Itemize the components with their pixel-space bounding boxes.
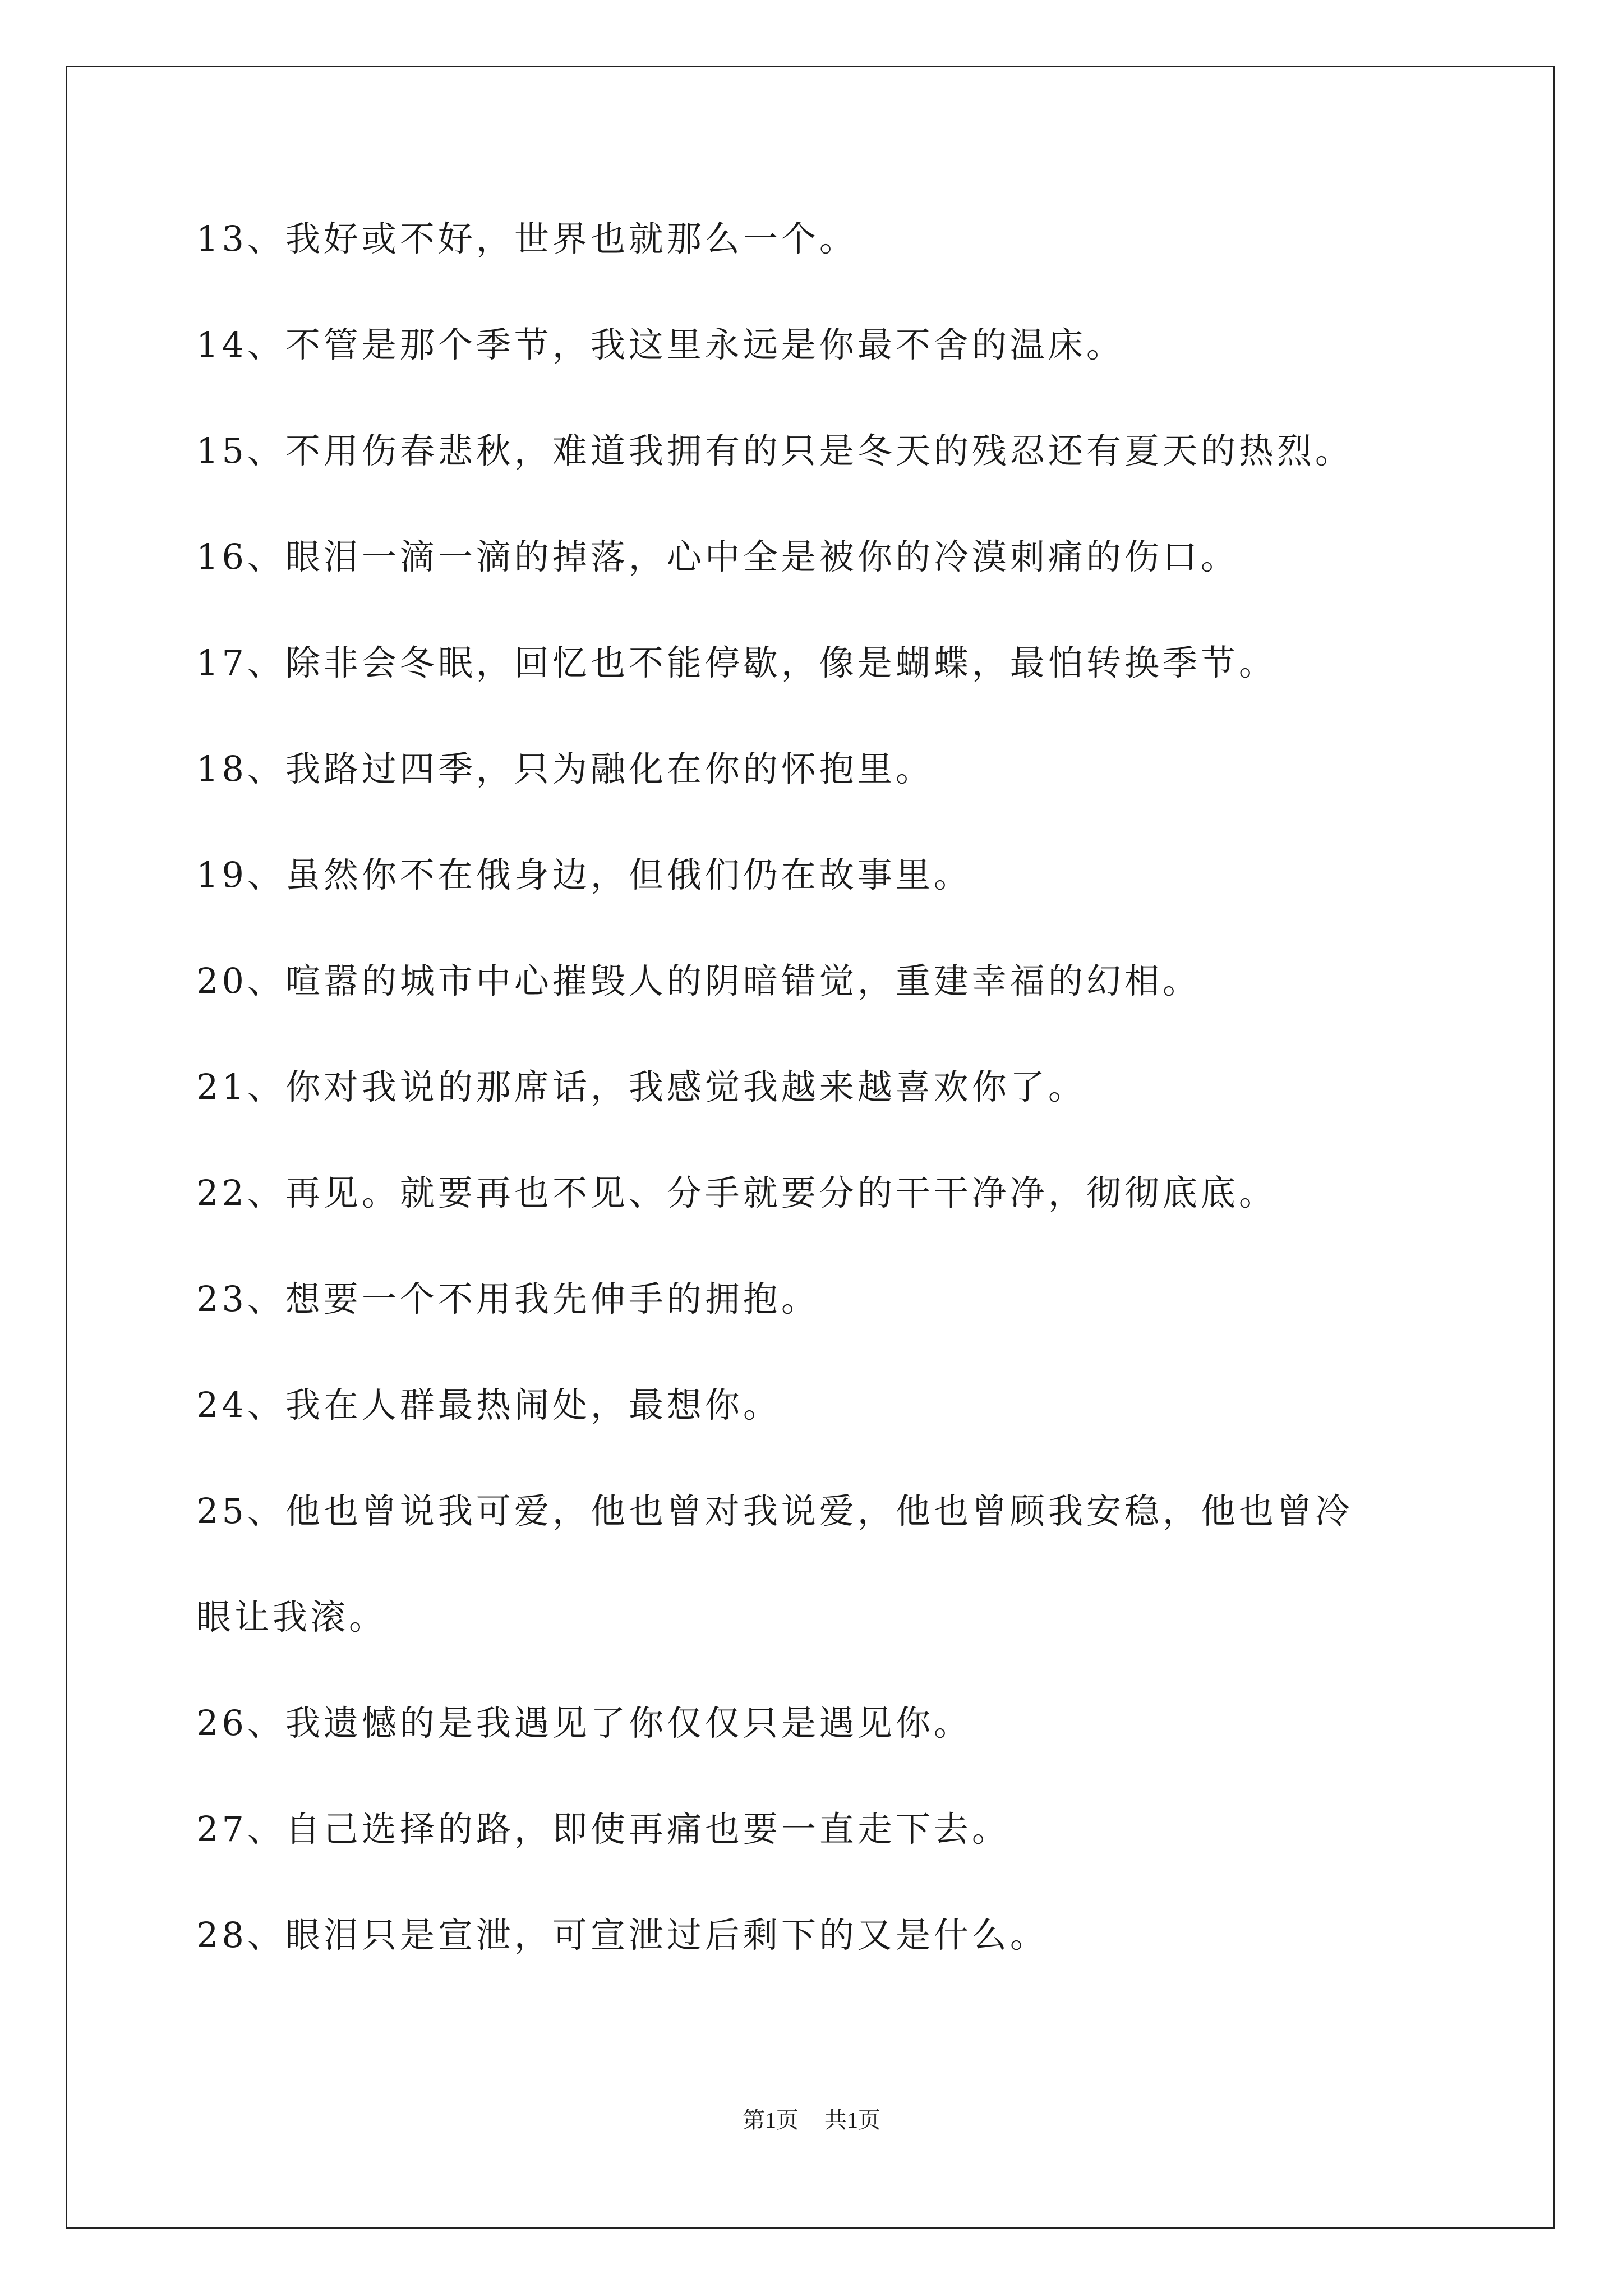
text-line: 19、虽然你不在俄身边，但俄们仍在故事里。 bbox=[196, 854, 972, 895]
page-number: 第1页 bbox=[743, 2108, 799, 2133]
text-line: 25、他也曾说我可爱，他也曾对我说爱，他也曾顾我安稳，他也曾冷 bbox=[196, 1490, 1353, 1531]
text-line: 17、除非会冬眠，回忆也不能停歇，像是蝴蝶，最怕转换季节。 bbox=[196, 642, 1277, 683]
page-total: 共1页 bbox=[824, 2108, 880, 2133]
page-footer bbox=[0, 2108, 1623, 2133]
text-line: 27、自己选择的路，即使再痛也要一直走下去。 bbox=[196, 1809, 1010, 1849]
text-line: 23、想要一个不用我先伸手的拥抱。 bbox=[196, 1278, 819, 1319]
document-body bbox=[196, 218, 1453, 2024]
text-line: 13、我好或不好，世界也就那么一个。 bbox=[196, 218, 857, 259]
text-line: 16、眼泪一滴一滴的掉落，心中全是被你的冷漠刺痛的伤口。 bbox=[196, 536, 1239, 577]
text-line: 28、眼泪只是宣泄，可宣泄过后剩下的又是什么。 bbox=[196, 1915, 1048, 1955]
text-line: 15、不用伤春悲秋，难道我拥有的只是冬天的残忍还有夏天的热烈。 bbox=[196, 430, 1353, 471]
text-line-continuation: 眼让我滚。 bbox=[196, 1596, 388, 1637]
text-line: 14、不管是那个季节，我这里永远是你最不舍的温床。 bbox=[196, 324, 1124, 365]
text-line: 26、我遗憾的是我遇见了你仅仅只是遇见你。 bbox=[196, 1703, 972, 1743]
text-line: 20、喧嚣的城市中心摧毁人的阴暗错觉，重建幸福的幻相。 bbox=[196, 960, 1201, 1001]
text-line: 18、我路过四季，只为融化在你的怀抱里。 bbox=[196, 748, 934, 789]
text-line: 22、再见。就要再也不见、分手就要分的干干净净，彻彻底底。 bbox=[196, 1172, 1277, 1213]
text-line: 24、我在人群最热闹处，最想你。 bbox=[196, 1384, 781, 1425]
text-line: 21、你对我说的那席话，我感觉我越来越喜欢你了。 bbox=[196, 1066, 1086, 1107]
